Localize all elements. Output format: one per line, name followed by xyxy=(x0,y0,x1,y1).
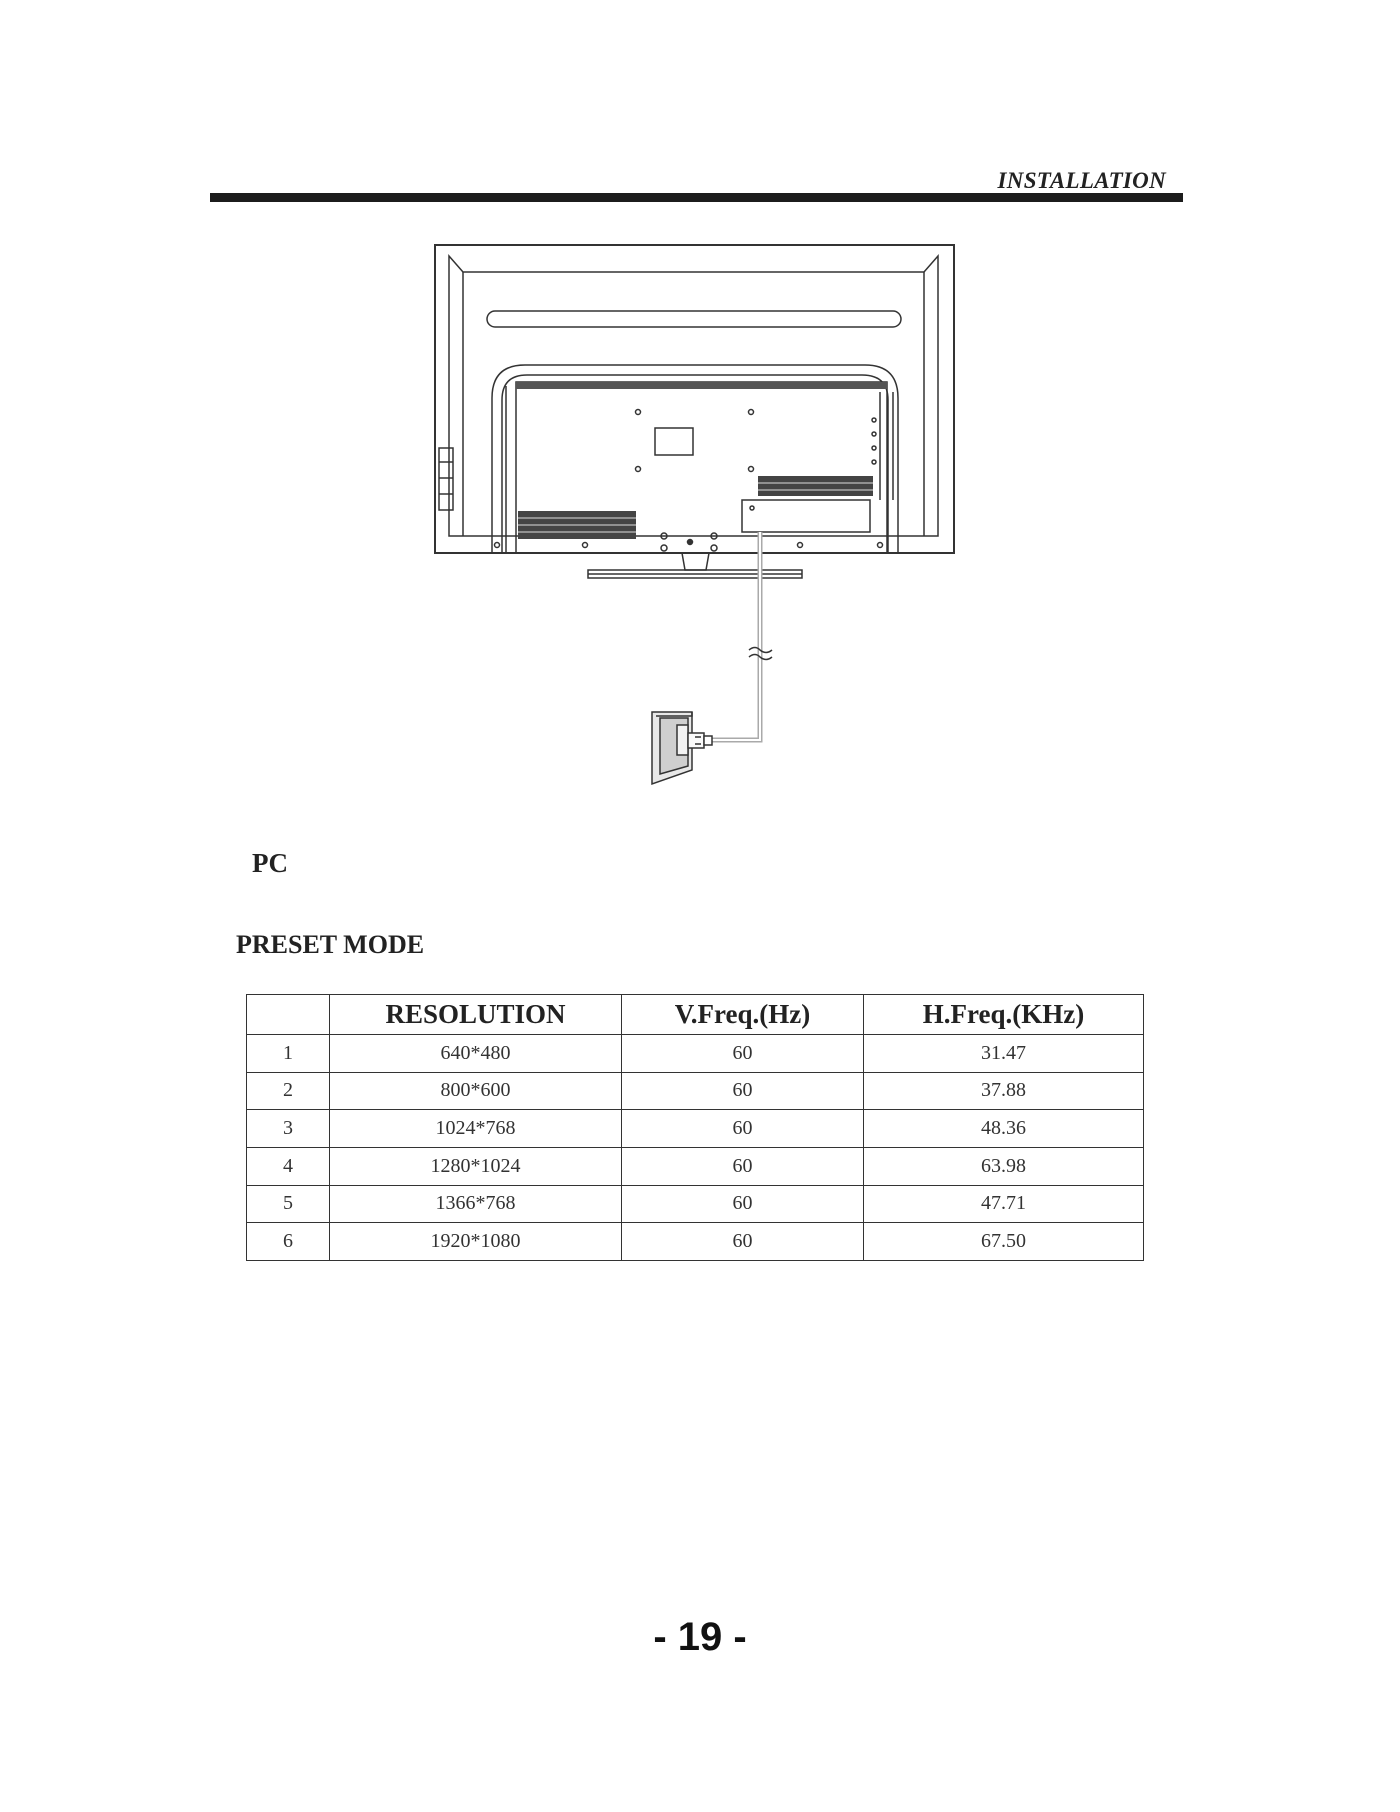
top-vent-strip xyxy=(516,382,887,389)
column-header-resolution: RESOLUTION xyxy=(330,995,622,1035)
hfreq-cell: 67.50 xyxy=(864,1223,1144,1261)
column-header-number xyxy=(247,995,330,1035)
row-number: 2 xyxy=(247,1072,330,1110)
resolution-cell: 1366*768 xyxy=(330,1185,622,1223)
hfreq-cell: 37.88 xyxy=(864,1072,1144,1110)
table-row xyxy=(247,1035,1144,1073)
vfreq-cell: 60 xyxy=(622,1223,864,1261)
hfreq-cell: 63.98 xyxy=(864,1147,1144,1185)
vfreq-cell: 60 xyxy=(622,1035,864,1073)
row-number: 3 xyxy=(247,1110,330,1148)
table-row xyxy=(247,1185,1144,1223)
resolution-cell: 640*480 xyxy=(330,1035,622,1073)
hfreq-cell: 48.36 xyxy=(864,1110,1144,1148)
top-vent-slot xyxy=(487,311,901,327)
section-title: INSTALLATION xyxy=(997,168,1166,193)
column-header-vfreq: V.Freq.(Hz) xyxy=(622,995,864,1035)
preset-mode-table xyxy=(246,994,1143,1261)
tv-connection-diagram xyxy=(0,0,1400,800)
table-row xyxy=(247,1223,1144,1261)
rating-label xyxy=(655,428,693,455)
vfreq-cell: 60 xyxy=(622,1110,864,1148)
page-number: - 19 - xyxy=(653,1615,747,1659)
table-row xyxy=(247,1110,1144,1148)
tv-stand-neck xyxy=(682,553,709,570)
wall-outlet xyxy=(652,712,712,784)
hfreq-cell: 47.71 xyxy=(864,1185,1144,1223)
plug xyxy=(688,733,704,748)
row-number: 5 xyxy=(247,1185,330,1223)
resolution-cell: 1920*1080 xyxy=(330,1223,622,1261)
row-number: 1 xyxy=(247,1035,330,1073)
preset-mode-heading: PRESET MODE xyxy=(236,930,425,959)
vfreq-cell: 60 xyxy=(622,1072,864,1110)
power-input xyxy=(742,500,870,532)
column-header-hfreq: H.Freq.(KHz) xyxy=(864,995,1144,1035)
table-header-row xyxy=(247,995,1144,1035)
vfreq-cell: 60 xyxy=(622,1147,864,1185)
vfreq-cell: 60 xyxy=(622,1185,864,1223)
power-cord xyxy=(712,532,760,740)
power-cord-inner xyxy=(712,532,760,740)
table-row xyxy=(247,1147,1144,1185)
row-number: 4 xyxy=(247,1147,330,1185)
lower-right-vent xyxy=(758,476,873,496)
resolution-cell: 1280*1024 xyxy=(330,1147,622,1185)
pc-heading: PC xyxy=(252,848,288,878)
tv-frame xyxy=(435,245,954,553)
side-button-panel xyxy=(439,448,453,510)
hfreq-cell: 31.47 xyxy=(864,1035,1144,1073)
table-row xyxy=(247,1072,1144,1110)
resolution-cell: 800*600 xyxy=(330,1072,622,1110)
resolution-cell: 1024*768 xyxy=(330,1110,622,1148)
row-number: 6 xyxy=(247,1223,330,1261)
